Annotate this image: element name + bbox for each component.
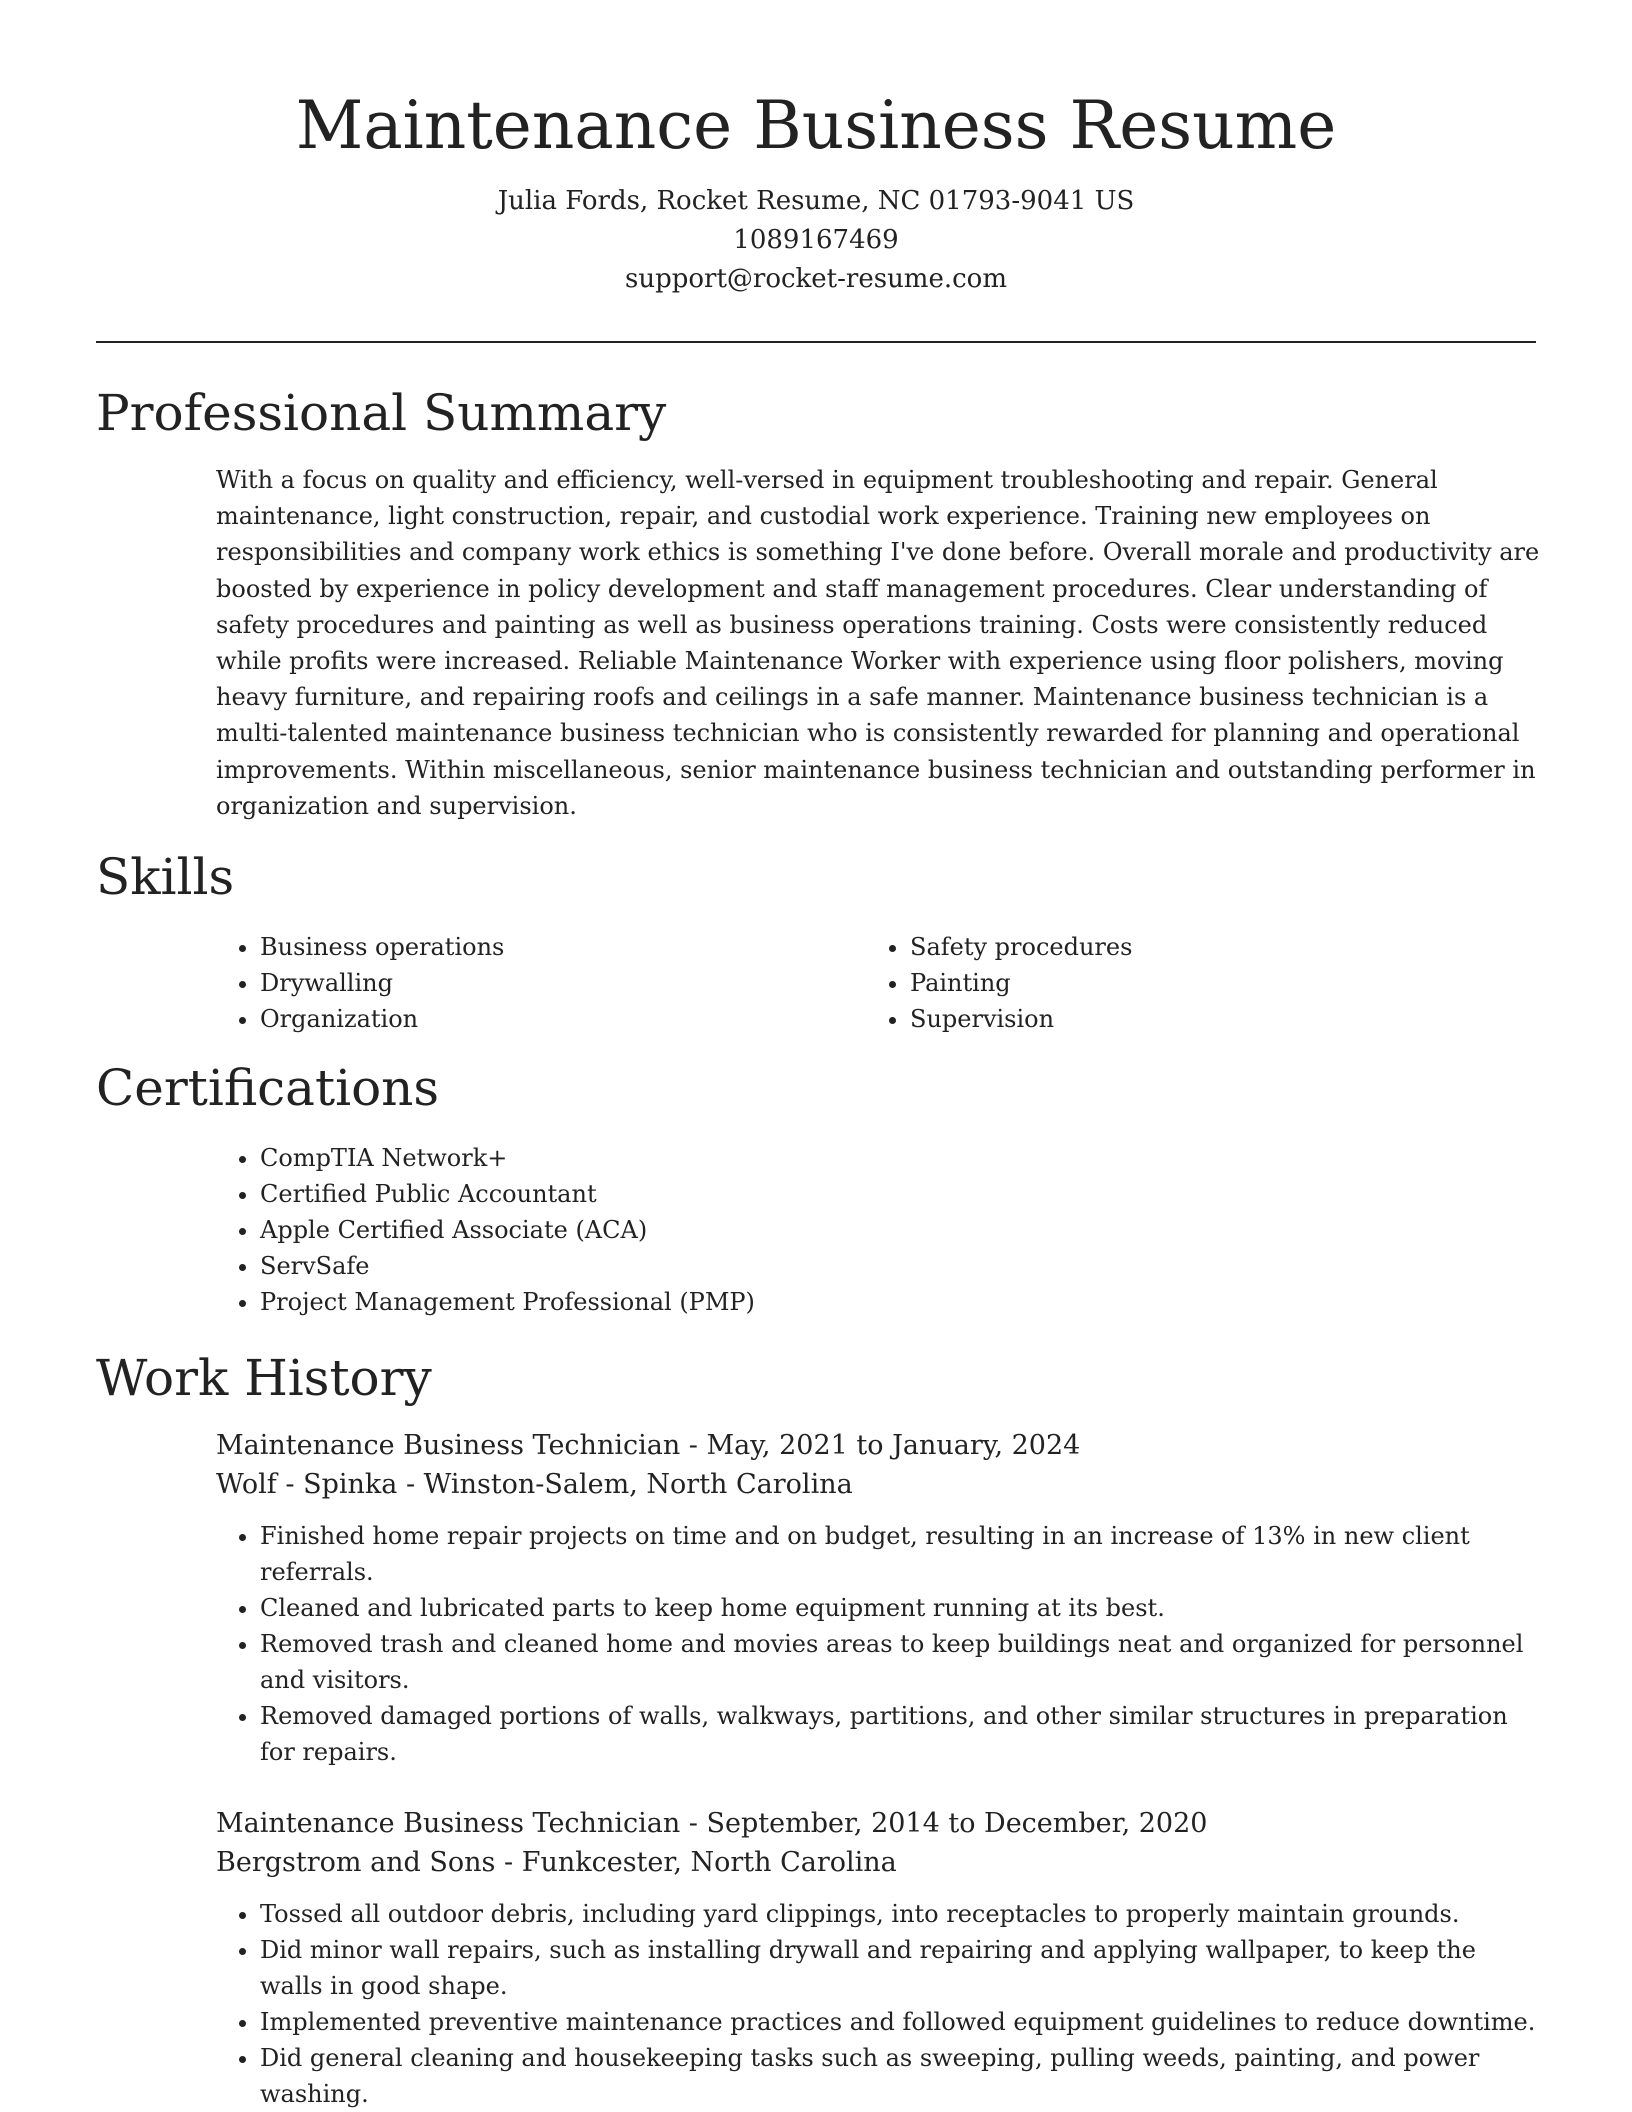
skills-list-1 [216,929,816,1037]
job-company: Bergstrom and Sons [216,1847,496,1878]
header-divider [96,341,1536,343]
resume-header [96,82,1536,299]
job-location: Funkcester, North Carolina [521,1847,897,1878]
certifications-heading: Certifications [96,1059,440,1117]
job-title: Maintenance Business Technician [216,1808,681,1839]
list-item: • ServSafe [260,1248,1541,1284]
job-dates: September, 2014 to December, 2020 [706,1808,1208,1839]
list-item: • Removed damaged portions of walls, walkways, partitions, and other similar structures in preparation for repairs. [260,1698,1541,1770]
list-item: • Did minor wall repairs, such as installing drywall and repairing and applying wallpaper, to keep the walls in good shape. [260,1932,1541,2004]
list-item: • Safety procedures [910,929,1466,965]
job-entry [216,1426,1541,1770]
job-title-line: Maintenance Business Technician - September, 2014 to December, 2020 [216,1808,1208,1839]
job-company-line: Bergstrom and Sons - Funkcester, North Carolina [216,1847,897,1878]
list-item: • Implemented preventive maintenance practices and followed equipment guidelines to reduce downtime. [260,2004,1541,2040]
certifications-block [216,1140,1541,1320]
contact-address: Julia Fords, Rocket Resume, NC 01793-9041 US [497,186,1135,216]
list-item: • Drywalling [260,965,816,1001]
skills-column-2 [866,929,1466,1037]
job-company: Wolf - Spinka [216,1469,398,1500]
job-bullets [216,1518,1541,1770]
job-location: Winston-Salem, North Carolina [423,1469,853,1500]
job-dates: May, 2021 to January, 2024 [706,1430,1081,1461]
job-title: Maintenance Business Technician [216,1430,681,1461]
list-item: • Apple Certified Associate (ACA) [260,1212,1541,1248]
list-item: • Business operations [260,929,816,965]
list-item: • Supervision [910,1001,1466,1037]
list-item: • Painting [910,965,1466,1001]
job-company-line: Wolf - Spinka - Winston-Salem, North Carolina [216,1469,853,1500]
document-title: Maintenance Business Resume [295,87,1337,164]
skills-list-2 [866,929,1466,1037]
work-history-heading: Work History [96,1349,432,1407]
list-item: • Finished home repair projects on time and on budget, resulting in an increase of 13% in new client referrals. [260,1518,1541,1590]
contact-phone: 1089167469 [733,225,899,255]
list-item: • CompTIA Network+ [260,1140,1541,1176]
skills-column-1 [216,929,816,1037]
job-title-line: Maintenance Business Technician - May, 2021 to January, 2024 [216,1430,1081,1461]
list-item: • Project Management Professional (PMP) [260,1284,1541,1320]
job-bullets [216,1896,1541,2112]
list-item: • Certified Public Accountant [260,1176,1541,1212]
summary-text: With a focus on quality and efficiency, well-versed in equipment troubleshooting and repair. General maintenance, light construction, repair, and custodial work experience. Training new employees on responsibilities and company work ethics is something I've done before. Overall morale and productivity are boosted by experience in policy development and staff management procedures. Clear understanding of safety procedures and painting as well as business operations training. Costs were consistently reduced while profits were increased. Reliable Maintenance Worker with experience using floor polishers, moving heavy furniture, and repairing roofs and ceilings in a safe manner. Maintenance business technician is a multi-talented maintenance business technician who is consistently rewarded for planning and operational improvements. Within miscellaneous, senior maintenance business technician and outstanding performer in organization and supervision. [216,466,1540,820]
certifications-list [216,1140,1541,1320]
list-item: • Tossed all outdoor debris, including yard clippings, into receptacles to properly maintain grounds. [260,1896,1541,1932]
summary-heading: Professional Summary [96,384,667,442]
job-entry [216,1804,1541,2112]
list-item: • Organization [260,1001,816,1037]
list-item: • Removed trash and cleaned home and movies areas to keep buildings neat and organized for personnel and visitors. [260,1626,1541,1698]
contact-email: support@rocket-resume.com [624,264,1007,294]
list-item: • Did general cleaning and housekeeping tasks such as sweeping, pulling weeds, painting, and power washing. [260,2040,1541,2112]
skills-heading: Skills [96,848,235,906]
list-item: • Cleaned and lubricated parts to keep home equipment running at its best. [260,1590,1541,1626]
